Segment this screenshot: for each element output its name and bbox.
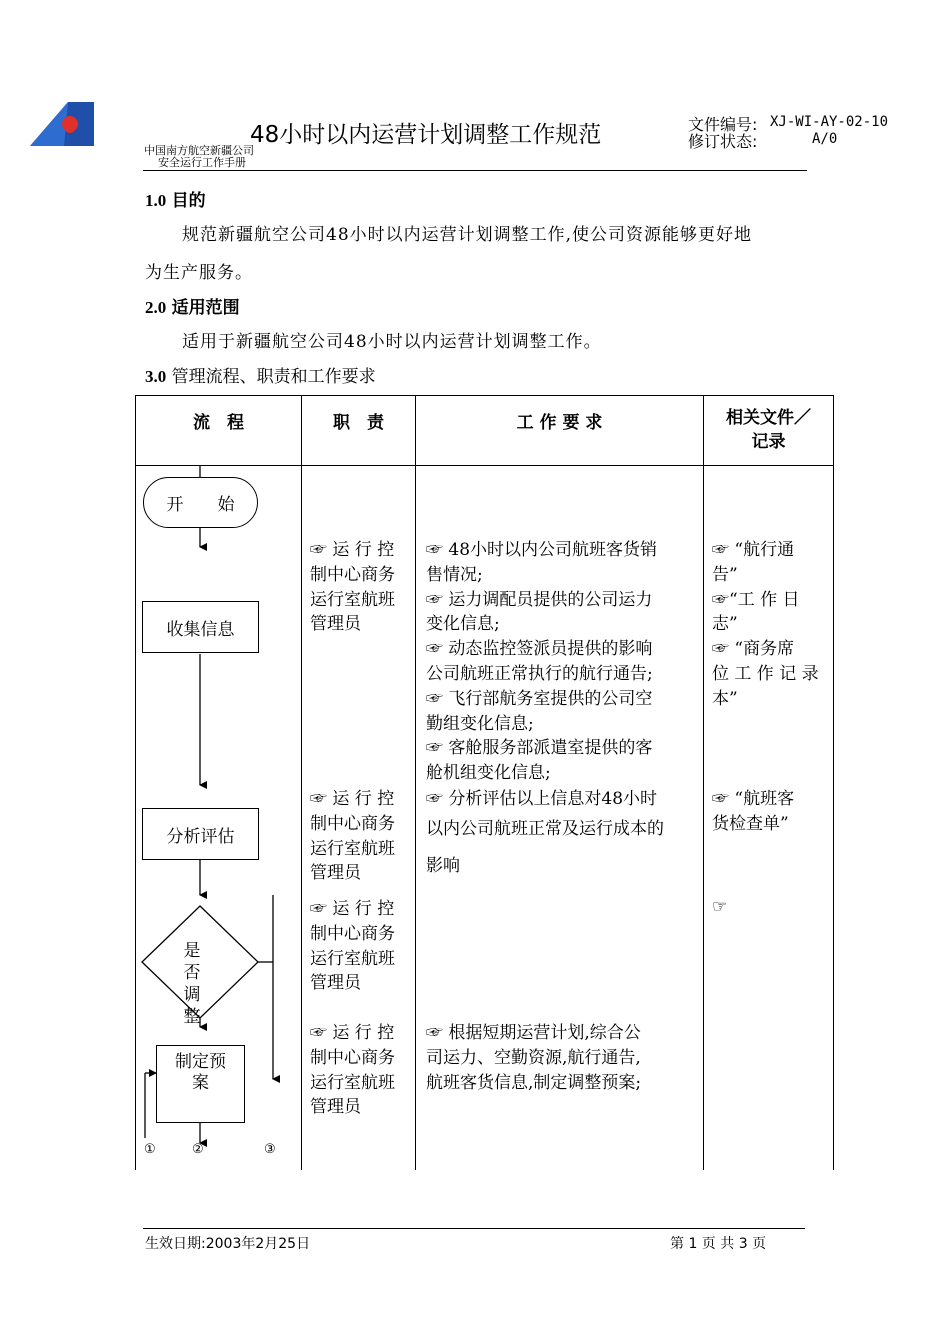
cell-line: 航班客货信息,制定调整预案; <box>426 1072 642 1093</box>
decision-char: 否 <box>183 963 201 983</box>
cell-line: ☞ 动态监控签派员提供的影响 <box>426 639 653 660</box>
doc-no-value: XJ-WI-AY-02-10 <box>770 114 889 130</box>
cell-line: 制中心商务 <box>310 813 395 834</box>
row-1-duty <box>310 538 410 637</box>
cell-line: 舱机组变化信息; <box>426 763 551 784</box>
revision-label: 修订状态: <box>688 132 758 151</box>
header-duty: 职 责 <box>333 413 384 433</box>
row-3-duty <box>310 897 410 996</box>
connector-marker-2: ② <box>192 1142 204 1157</box>
footer-divider <box>143 1228 805 1229</box>
effective-date: 生效日期:2003年2月25日 <box>145 1236 311 1252</box>
cell-line: 制中心商务 <box>310 923 395 944</box>
header-work: 工 作 要 求 <box>516 413 603 433</box>
section-1-text-line2: 为生产服务。 <box>145 263 253 283</box>
cell-line: ☞ 分析评估以上信息对48小时 <box>426 789 658 809</box>
header-docs <box>704 406 833 454</box>
cell-line: 运行室航班 <box>310 838 395 859</box>
flow-make-plan <box>156 1045 245 1123</box>
section-2-heading <box>145 293 240 318</box>
row-2-duty <box>310 787 410 886</box>
cell-line: 志” <box>712 614 738 635</box>
row-3-docs <box>712 895 830 920</box>
cell-line: 以内公司航班正常及运行成本的 <box>426 819 664 839</box>
section-2-number: 2.0 <box>145 298 167 317</box>
cell-line: ☞ 运 行 控 <box>310 540 395 560</box>
section-1-number: 1.0 <box>145 191 167 210</box>
row-2-docs <box>712 787 830 837</box>
decision-char: 整 <box>183 1007 201 1027</box>
section-2-text: 适用于新疆航空公司48小时以内运营计划调整工作。 <box>182 332 602 352</box>
cell-line: ☞ 运力调配员提供的公司运力 <box>426 589 653 610</box>
cell-line: 管理员 <box>310 614 361 635</box>
page-title: 48小时以内运营计划调整工作规范 <box>250 122 602 148</box>
row-1-docs <box>712 538 830 712</box>
cell-line: 位 工 作 记 录 <box>712 663 819 684</box>
cell-line: 运行室航班 <box>310 589 395 610</box>
cell-line: ☞ 48小时以内公司航班客货销 <box>426 540 658 560</box>
cell-line: 货检查单” <box>712 813 789 834</box>
cell-line: ☞ “航班客 <box>712 789 795 809</box>
flow-analyze: 分析评估 <box>142 808 259 860</box>
page-number: 第 1 页 共 3 页 <box>670 1236 767 1252</box>
cell-line: ☞ 运 行 控 <box>310 1023 395 1043</box>
cell-line: 运行室航班 <box>310 948 395 969</box>
section-1-heading <box>145 186 206 211</box>
cell-line: 管理员 <box>310 1097 361 1118</box>
cell-line: ☞“工 作 日 <box>712 589 800 610</box>
company-logo <box>28 100 96 148</box>
cell-line: 售情况; <box>426 564 483 585</box>
decision-char: 是 <box>183 941 201 961</box>
section-1-title: 目的 <box>171 191 206 210</box>
cell-line: 制中心商务 <box>310 1047 395 1068</box>
header-docs-line2: 记录 <box>751 432 786 452</box>
cell-line: 司运力、空勤资源,航行通告, <box>426 1047 641 1068</box>
flow-collect-info: 收集信息 <box>142 601 259 653</box>
cell-line: ☞ <box>712 897 728 917</box>
cell-line: 管理员 <box>310 863 361 884</box>
cell-line: ☞ 运 行 控 <box>310 899 395 919</box>
cell-line: ☞ 客舱服务部派遣室提供的客 <box>426 738 653 759</box>
cell-line: 本” <box>712 688 738 709</box>
cell-line: 公司航班正常执行的航行通告; <box>426 663 653 684</box>
section-1-text-line1: 规范新疆航空公司48小时以内运营计划调整工作,使公司资源能够更好地 <box>182 225 753 245</box>
flow-start: 开 始 <box>143 477 258 528</box>
decision-char: 调 <box>183 985 201 1005</box>
cell-line: 运行室航班 <box>310 1072 395 1093</box>
cell-line: ☞ “航行通 <box>712 540 795 560</box>
connector-marker-3: ③ <box>264 1142 276 1157</box>
flow-decision-label <box>180 940 204 1028</box>
cell-line: 告” <box>712 564 738 585</box>
section-2-title: 适用范围 <box>171 298 240 317</box>
cell-line: 管理员 <box>310 973 361 994</box>
header-flow: 流 程 <box>193 413 244 433</box>
section-3-title: 管理流程、职责和工作要求 <box>171 367 376 387</box>
doc-no-label: 文件编号: <box>688 115 758 134</box>
header-docs-line1: 相关文件／ <box>726 408 811 428</box>
cell-line: ☞ 根据短期运营计划,综合公 <box>426 1023 641 1043</box>
section-3-heading <box>145 362 376 387</box>
cell-line: 变化信息; <box>426 614 500 635</box>
revision-value: A/0 <box>812 131 838 147</box>
plan-line2: 案 <box>192 1073 209 1093</box>
header-divider <box>143 170 807 171</box>
connector-marker-1: ① <box>144 1142 156 1157</box>
cell-line: ☞ “商务席 <box>712 639 795 660</box>
manual-name: 安全运行工作手册 <box>158 156 246 169</box>
cell-line: 制中心商务 <box>310 564 395 585</box>
row-4-work <box>426 1021 698 1095</box>
section-3-number: 3.0 <box>145 367 167 386</box>
plan-line1: 制定预 <box>175 1052 226 1072</box>
company-name: 中国南方航空新疆公司 <box>144 144 254 157</box>
row-1-work <box>426 538 698 786</box>
row-4-duty <box>310 1021 410 1120</box>
row-2-work <box>426 787 698 885</box>
cell-line: 勤组变化信息; <box>426 713 534 734</box>
cell-line: ☞ 飞行部航务室提供的公司空 <box>426 688 653 709</box>
cell-line: ☞ 运 行 控 <box>310 789 395 809</box>
cell-line: 影响 <box>426 856 460 876</box>
